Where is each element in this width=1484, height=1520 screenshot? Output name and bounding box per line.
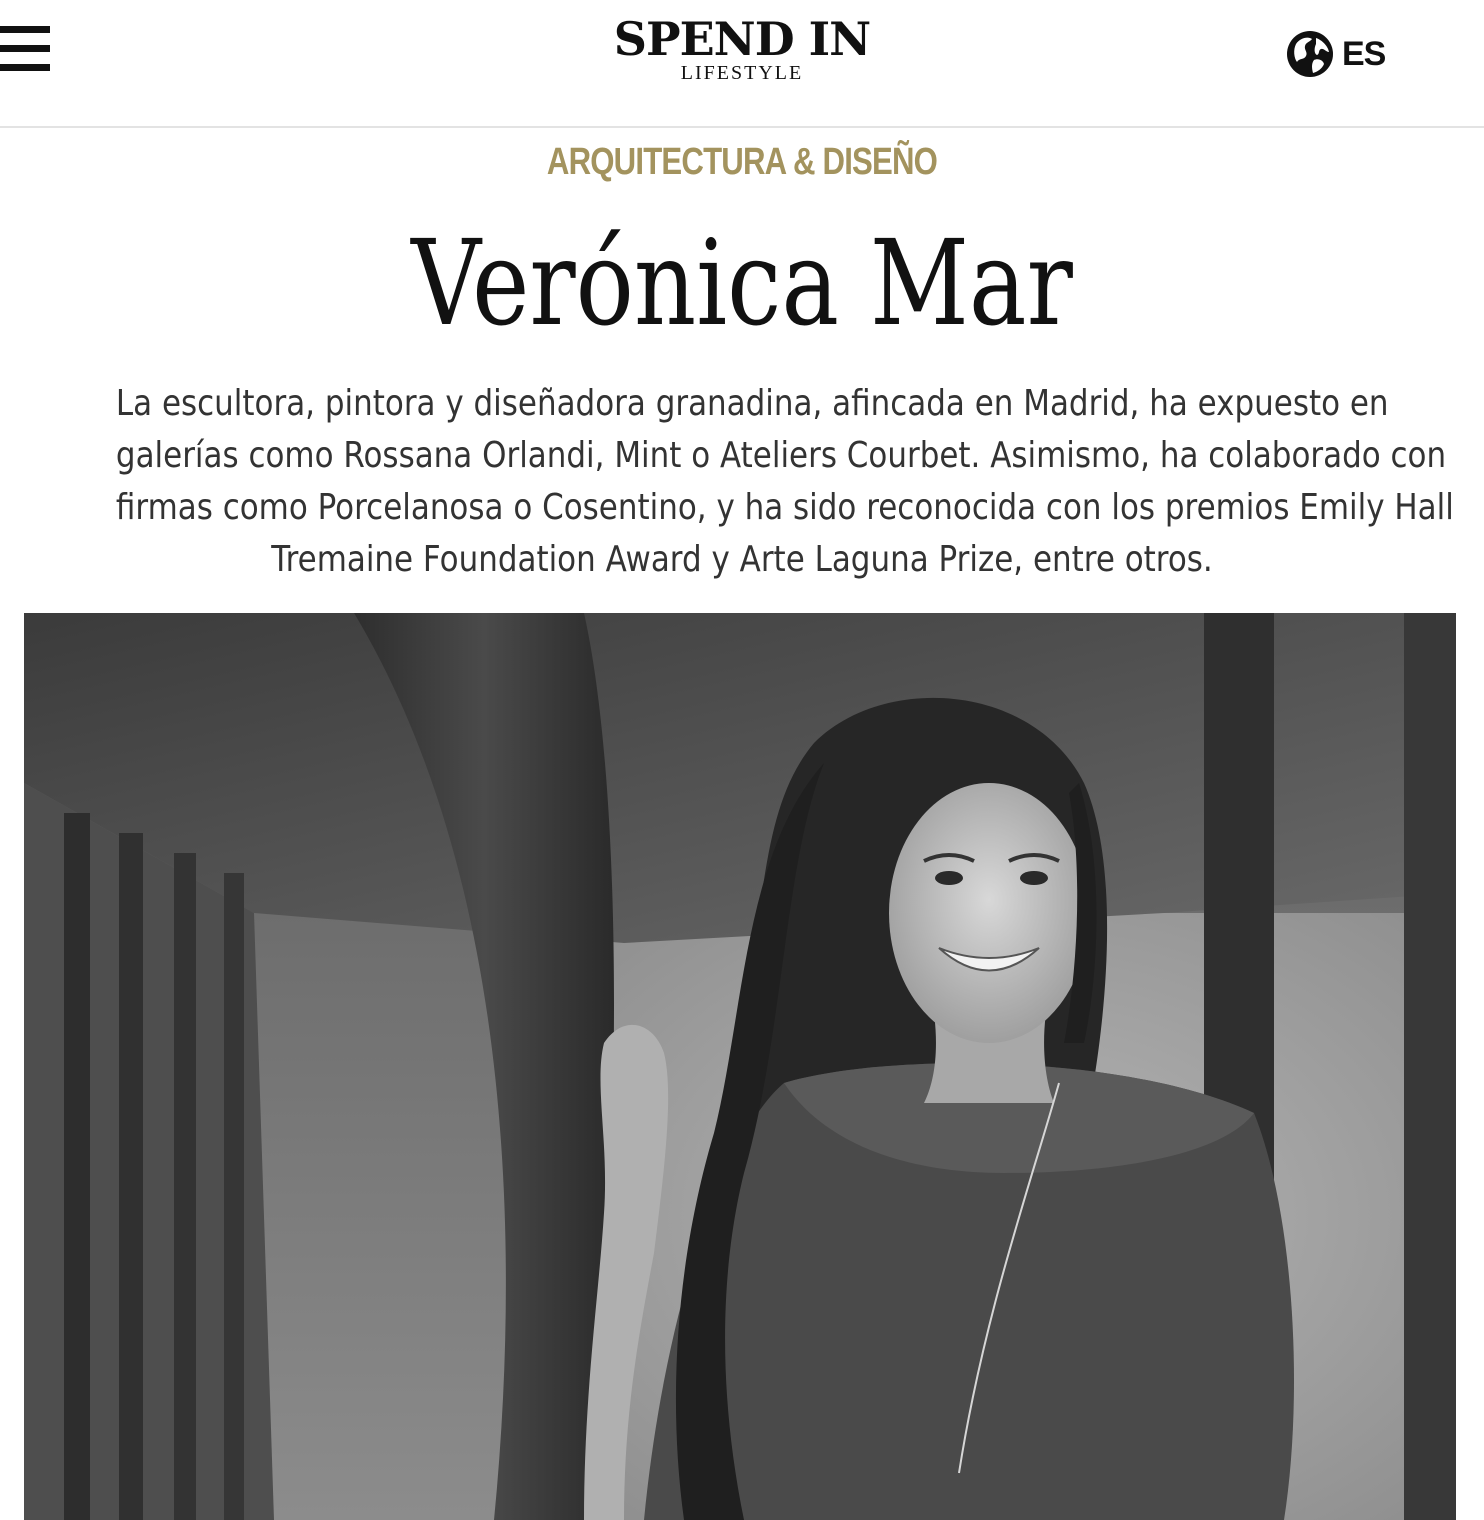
- menu-bar: [0, 45, 50, 52]
- article-hero-photo: [24, 613, 1456, 1520]
- logo-main-text: SPEND IN: [613, 12, 871, 66]
- globe-icon: [1286, 30, 1334, 78]
- lead-line: firmas como Porcelanosa o Cosentino, y ha sido reconocida con los premios Emily Hall: [115, 487, 1454, 528]
- logo-sub-text: LIFESTYLE: [680, 62, 804, 84]
- article-category-link[interactable]: ARQUITECTURA & DISEÑO: [546, 141, 938, 183]
- site-header: [0, 0, 1484, 128]
- portrait-photo-illustration: [24, 613, 1456, 1520]
- lead-line: galerías como Rossana Orlandi, Mint o Ateliers Courbet. Asimismo, ha colaborado con: [115, 435, 1447, 476]
- lead-line: La escultora, pintora y diseñadora granadina, afincada en Madrid, ha expuesto en: [115, 383, 1389, 424]
- menu-bar: [0, 26, 50, 33]
- menu-bar: [0, 64, 50, 71]
- hamburger-menu-button[interactable]: [0, 26, 50, 72]
- article-lead: [115, 378, 1454, 586]
- language-selector[interactable]: [1286, 30, 1385, 78]
- site-logo[interactable]: [602, 12, 882, 92]
- lead-line: Tremaine Foundation Award y Arte Laguna Prize, entre otros.: [271, 539, 1213, 580]
- language-label: ES: [1342, 34, 1386, 73]
- article-title: Verónica Mar: [411, 214, 1073, 352]
